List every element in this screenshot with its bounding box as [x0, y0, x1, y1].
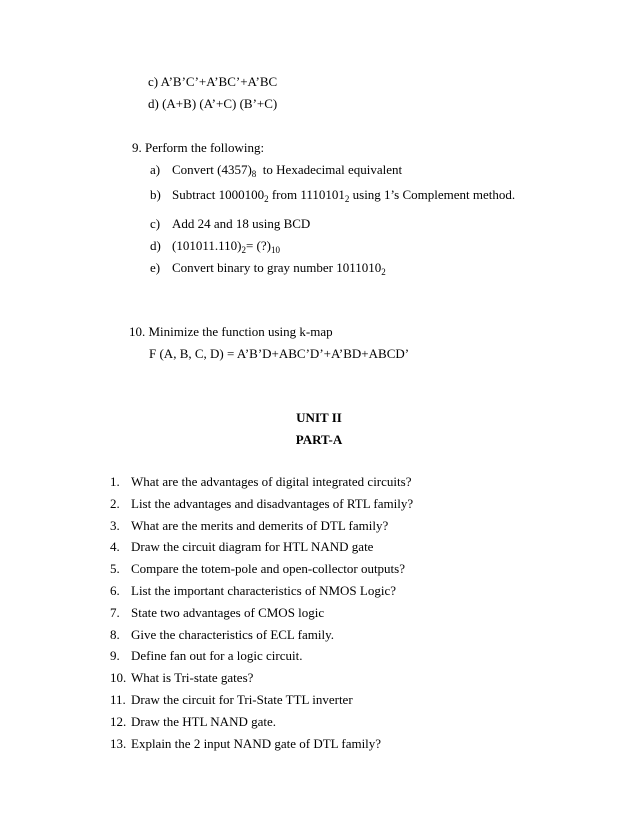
question-text: Define fan out for a logic circuit.	[131, 648, 303, 663]
q9-item-b-text-2: from 1110101	[268, 187, 345, 202]
q9-item-d-text-1: (101011.110)	[172, 238, 242, 253]
q9-item-c-marker: c)	[150, 216, 161, 231]
q8-item-d-text: (A+B) (A’+C) (B’+C)	[162, 96, 278, 111]
q9-item-a-sub: 8	[251, 169, 257, 179]
q8-item-c-text: A’B’C’+A’BC’+A’BC	[160, 74, 278, 89]
question-number: 6.	[110, 583, 120, 598]
q9-item-b-sub-2: 2	[344, 194, 350, 204]
q9-item-e	[150, 260, 386, 276]
question-number: 9.	[110, 648, 120, 663]
q9-title: 9. Perform the following:	[132, 140, 265, 155]
question-text: Give the characteristics of ECL family.	[131, 627, 334, 642]
q9-item-a	[150, 162, 402, 178]
question-text: List the advantages and disadvantages of RTL family?	[131, 496, 414, 511]
q10-title: 10. Minimize the function using k-map	[129, 324, 333, 339]
question-number: 10.	[110, 670, 127, 685]
q9-item-b-text-1: Subtract 1000100	[172, 187, 265, 202]
q9-item-b-text-3: using 1’s Complement method.	[349, 187, 516, 202]
q8-item-d	[148, 96, 277, 112]
q8-item-c	[148, 74, 277, 90]
q9-item-d-sub-2: 10	[270, 245, 280, 255]
question-text: List the important characteristics of NMOS Logic?	[131, 583, 396, 598]
question-number: 3.	[110, 518, 120, 533]
unit-title: UNIT II	[296, 410, 342, 425]
q9-item-c	[150, 216, 310, 232]
q8-item-d-marker: d)	[148, 96, 159, 111]
q9-item-e-text: Convert binary to gray number 1011010	[172, 260, 382, 275]
question-number: 5.	[110, 561, 120, 576]
question-text: What is Tri-state gates?	[131, 670, 254, 685]
question-number: 7.	[110, 605, 120, 620]
q9-item-b-marker: b)	[150, 187, 161, 202]
question-number: 11.	[110, 692, 126, 707]
question-number: 13.	[110, 736, 127, 751]
question-text: Draw the circuit diagram for HTL NAND gate	[131, 539, 374, 554]
q9-item-b-sub-1: 2	[264, 194, 269, 204]
question-text: Draw the circuit for Tri-State TTL inverter	[131, 692, 353, 707]
q9-item-e-sub: 2	[381, 267, 386, 277]
q9-item-d	[150, 238, 280, 254]
question-text: What are the advantages of digital integrated circuits?	[131, 474, 412, 489]
question-text: Compare the totem-pole and open-collector outputs?	[131, 561, 405, 576]
q9-item-e-marker: e)	[150, 260, 161, 275]
question-number: 8.	[110, 627, 120, 642]
q9-item-b	[150, 187, 515, 203]
part-title: PART-A	[295, 432, 343, 447]
question-text: State two advantages of CMOS logic	[131, 605, 325, 620]
question-number: 1.	[110, 474, 120, 489]
q9-item-d-sub-1: 2	[241, 245, 246, 255]
q9-item-a-text-post: to Hexadecimal equivalent	[256, 162, 403, 177]
question-number: 2.	[110, 496, 120, 511]
q9-item-a-marker: a)	[150, 162, 161, 177]
question-text: Explain the 2 input NAND gate of DTL family?	[131, 736, 382, 751]
question-text: What are the merits and demerits of DTL family?	[131, 518, 389, 533]
q9-item-d-text-2: = (?)	[245, 238, 271, 253]
question-number: 12.	[110, 714, 127, 729]
q9-item-d-marker: d)	[150, 238, 161, 253]
q9-item-a-text-pre: Convert (4357)	[172, 162, 252, 177]
q10-function: F (A, B, C, D) = A’B’D+ABC’D’+A’BD+ABCD’	[149, 346, 410, 361]
q8-item-c-marker: c)	[148, 74, 159, 89]
q9-item-c-text: Add 24 and 18 using BCD	[172, 216, 311, 231]
question-text: Draw the HTL NAND gate.	[131, 714, 276, 729]
question-number: 4.	[110, 539, 120, 554]
